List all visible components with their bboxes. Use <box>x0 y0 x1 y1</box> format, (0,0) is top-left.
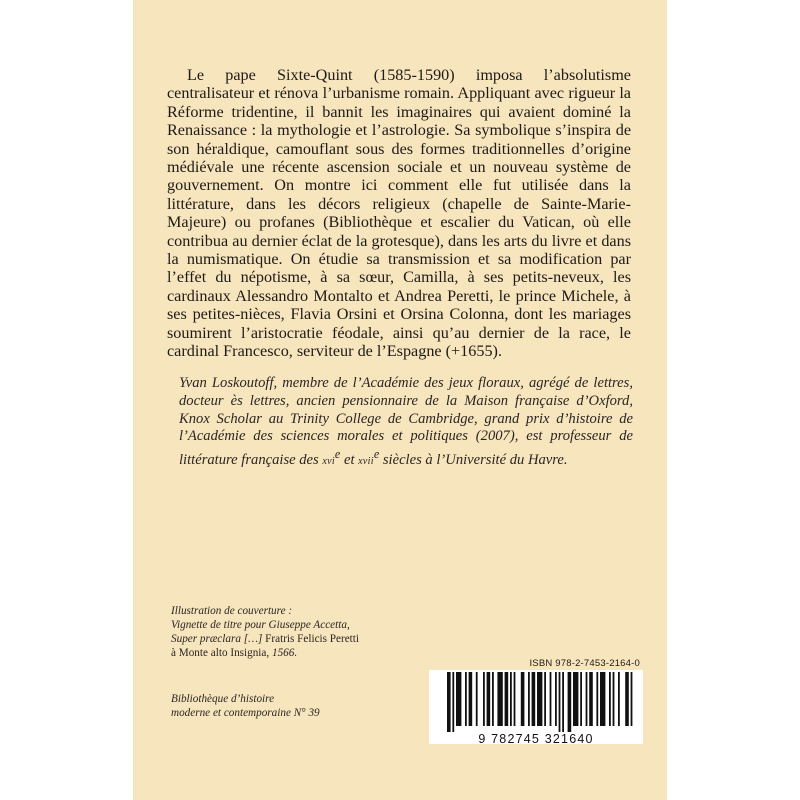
series-info <box>171 692 411 720</box>
barcode-bar <box>555 672 557 726</box>
barcode-bar <box>568 672 572 732</box>
century-17-sup: e <box>373 447 380 462</box>
barcode-bar <box>452 672 454 732</box>
illustration-line-3-italic: Super præclara […] <box>171 633 263 645</box>
barcode-bar <box>573 672 578 726</box>
book-back-cover <box>133 0 667 800</box>
barcode-bar <box>559 672 561 732</box>
barcode-bar <box>631 672 633 726</box>
barcode-bar <box>550 672 552 726</box>
barcode-bar <box>586 672 588 726</box>
barcode-bar <box>618 672 620 726</box>
illustration-line-1: Illustration de couverture : <box>171 605 293 617</box>
barcode-bar <box>510 672 512 726</box>
illustration-line-2: Vignette de titre pour Giuseppe Accetta, <box>171 619 350 631</box>
barcode-bar <box>497 672 502 726</box>
barcode-bar <box>625 672 629 726</box>
author-bio-text-3: siècles à l’Université du Havre. <box>379 452 568 469</box>
series-line-1: Bibliothèque d’histoire <box>171 693 275 705</box>
barcode-bar <box>532 672 536 726</box>
series-line-2: moderne et contemporaine N° 39 <box>171 707 320 719</box>
barcode-bar <box>476 672 478 726</box>
author-bio-text-1: Yvan Loskoutoff, membre de l’Académie des jeux floraux, agrégé de lettres, docteur ès lettres, ancien pensionnaire de la Maison française d’Oxford, Knox Scholar au Trinity College de Cambridge, grand prix d’histoire de l’Académie des sciences morales et politiques (2007), est professeur de littérature française des <box>179 375 633 469</box>
barcode-bar <box>514 672 516 726</box>
isbn-label: ISBN 978-2-7453-2164-0 <box>529 658 640 669</box>
illustration-line-4-roman: à Monte alto Insignia, <box>171 647 270 659</box>
barcode-digits: 9 782745 321640 <box>478 732 594 746</box>
barcode-bar <box>483 672 485 726</box>
barcode-bar <box>580 672 582 726</box>
barcode-bar <box>521 672 525 726</box>
barcode-bar <box>492 672 494 726</box>
barcode-bar <box>469 672 473 726</box>
century-16-sup: e <box>334 447 341 462</box>
author-biography <box>179 375 633 471</box>
illustration-line-3-roman: Fratris Felicis Peretti <box>262 633 360 645</box>
barcode-bar <box>465 672 467 726</box>
barcode-bar <box>487 672 491 726</box>
barcode-bar <box>544 672 546 726</box>
barcode-bar <box>505 672 509 726</box>
barcode-bar <box>447 672 451 732</box>
barcode-bar <box>596 672 598 726</box>
barcode-bar <box>456 672 461 726</box>
book-summary-paragraph: Le pape Sixte-Quint (1585-1590) imposa l’absolutisme centralisateur et rénova l’urbanisme romain. Appliquant avec rigueur la Réforme tridentine, il bannit les imaginaires qui avaient dominé la Renaissance : la mythologie et l’astrologie. Sa symbolique s’inspira de son héraldique, camouflant sous des formes traditionnelles d’origine médiévale une récente ascension sociale et un nouveau système de gouvernement. On montre ici comment elle fut utilisée dans la littérature, dans les décors religieux (chapelle de Sainte-Marie-Majeure) ou profanes (Bibliothèque et escalier du Vatican, où elle contribua au dernier éclat de la grotesque), dans les arts du livre et dans la numismatique. On étudie sa transmission et sa modification par l’effet du népotisme, à sa sœur, Camilla, à ses petits-neveux, les cardinaux Alessandro Montalto et Andrea Peretti, le prince Michele, à ses petites-nièces, Flavia Orsini et Orsina Colonna, dont les mariages soumirent l’aristocratie féodale, ainsi qu’au dernier de la race, le cardinal Francesco, serviteur de l’Espagne (+1655). <box>167 66 631 361</box>
author-bio-text-2: et <box>340 452 359 469</box>
century-17: xvii <box>358 456 374 468</box>
barcode-bar <box>589 672 593 726</box>
barcode-bar <box>537 672 542 726</box>
century-16: xvi <box>322 456 335 468</box>
barcode-bar <box>528 672 530 726</box>
barcode-bars-graphic <box>429 670 643 732</box>
cover-illustration-credit <box>171 604 451 660</box>
barcode-bar <box>609 672 611 726</box>
barcode-bar <box>562 672 564 732</box>
illustration-line-4-italic: 1566. <box>269 647 298 659</box>
barcode-bar <box>600 672 605 726</box>
barcode-bar <box>613 672 615 726</box>
